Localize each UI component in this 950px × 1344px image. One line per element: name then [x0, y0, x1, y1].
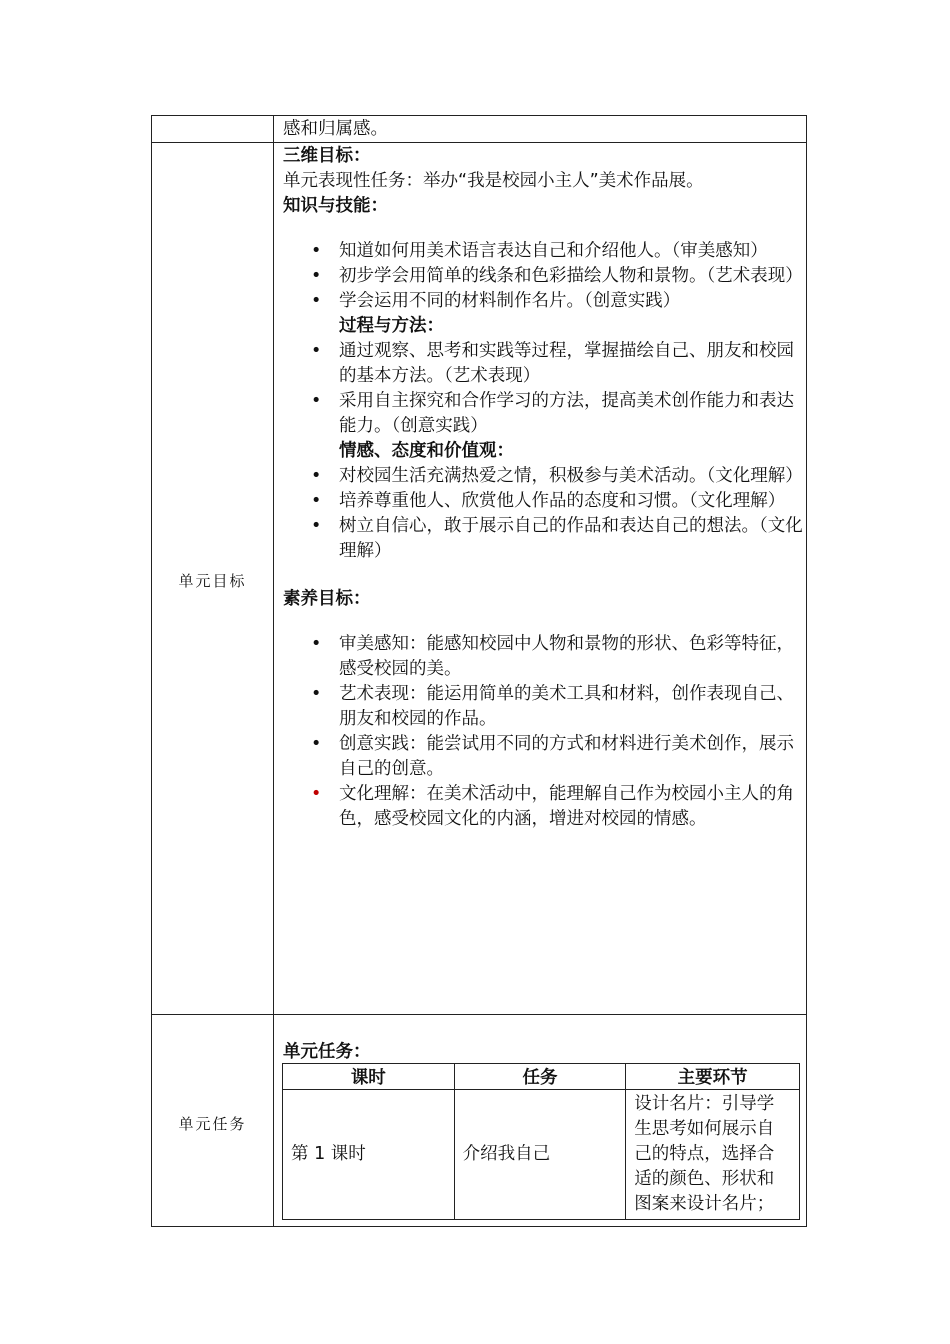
knowledge-title: 知识与技能： — [283, 196, 388, 216]
list-item: • 知道如何用美术语言表达自己和介绍他人。（审美感知） — [311, 241, 768, 261]
column-header-task: 任务 — [454, 1064, 626, 1090]
steps-cell: 设计名片：引导学生思考如何展示自己的特点，选择合适的颜色、形状和图案来设计名片； — [626, 1090, 800, 1220]
tasks-label: 单元任务 — [178, 1115, 247, 1133]
lesson-cell: 第 1 课时 — [283, 1090, 455, 1220]
row-divider — [152, 142, 806, 143]
process-title: 过程与方法： — [339, 316, 444, 336]
literacy-list — [283, 632, 803, 832]
table-row — [283, 1090, 800, 1220]
list-item: • 树立自信心，敢于展示自己的作品和表达自己的想法。（文化理解） — [311, 516, 803, 561]
top-row-cell — [283, 117, 803, 142]
row-divider — [152, 1014, 806, 1015]
list-item: • 对校园生活充满热爱之情，积极参与美术活动。（文化理解） — [311, 466, 803, 486]
emotion-list — [283, 464, 803, 564]
column-divider — [273, 116, 274, 1226]
list-item: • 培养尊重他人、欣赏他人作品的态度和习惯。（文化理解） — [311, 491, 786, 511]
list-item: • 文化理解：在美术活动中，能理解自己作为校园小主人的角色，感受校园文化的内涵，增进对校园的情感。 — [311, 784, 794, 829]
tasks-title: 单元任务： — [283, 1042, 371, 1062]
list-item: • 采用自主探究和合作学习的方法，提高美术创作能力和表达能力。（创意实践） — [311, 391, 794, 436]
goals-label: 单元目标 — [178, 572, 247, 590]
process-list — [283, 339, 803, 439]
knowledge-list — [283, 239, 803, 314]
list-item: • 审美感知：能感知校园中人物和景物的形状、色彩等特征，感受校园的美。 — [311, 634, 794, 679]
column-header-lesson: 课时 — [283, 1064, 455, 1090]
goals-cell — [283, 144, 803, 832]
goals-task-line: 单元表现性任务：举办“我是校园小主人”美术作品展。 — [283, 171, 704, 191]
list-item: • 初步学会用简单的线条和色彩描绘人物和景物。（艺术表现） — [311, 266, 803, 286]
emotion-title: 情感、态度和价值观： — [339, 441, 514, 461]
unit-table — [151, 115, 807, 1227]
list-item: • 创意实践：能尝试用不同的方式和材料进行美术创作，展示自己的创意。 — [311, 734, 794, 779]
goals-heading: 三维目标： — [283, 146, 371, 166]
task-cell: 介绍我自己 — [454, 1090, 626, 1220]
literacy-title: 素养目标： — [283, 589, 371, 609]
tasks-table — [282, 1063, 800, 1220]
column-header-steps: 主要环节 — [626, 1064, 800, 1090]
list-item: • 通过观察、思考和实践等过程，掌握描绘自己、朋友和校园的基本方法。（艺术表现） — [311, 341, 794, 386]
list-item: • 学会运用不同的材料制作名片。（创意实践） — [311, 291, 681, 311]
top-row-text: 感和归属感。 — [283, 119, 388, 139]
list-item: • 艺术表现：能运用简单的美术工具和材料，创作表现自己、朋友和校园的作品。 — [311, 684, 794, 729]
